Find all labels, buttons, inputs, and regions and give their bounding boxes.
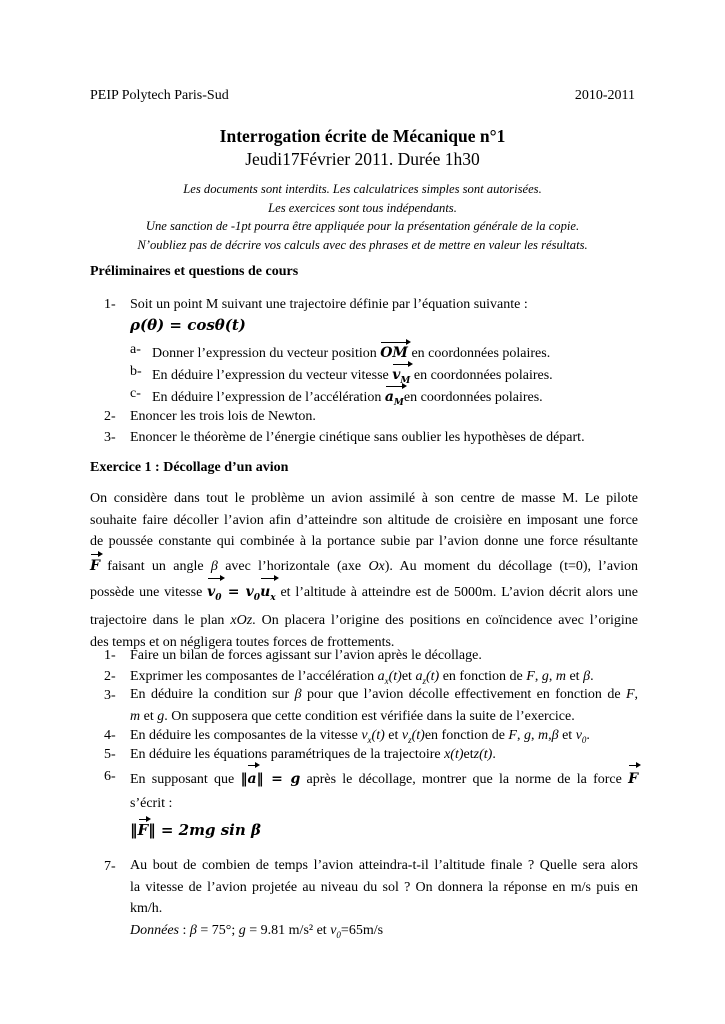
vector-am: $a_M$: [385, 385, 404, 412]
sub-number: c-: [130, 386, 141, 401]
document-title: Interrogation écrite de Mécanique n°1: [219, 126, 506, 146]
instruction-line: Une sanction de -1pt pourra être appliquée pour la présentation générale de la copie.: [145, 219, 580, 234]
prelim-question-3: [104, 429, 585, 447]
sub-text-end: en coordonnées polaires.: [403, 390, 543, 405]
exercise-question-1: 1- Faire un bilan de forces agissant sur l’avion après le décollage.: [104, 648, 482, 663]
instruction-line: N’oubliez pas de décrire vos calculs avec des phrases et de mettre en valeur les résultats.: [137, 237, 588, 252]
institution: PEIP Polytech Paris-Sud: [90, 88, 229, 103]
sub-text-end: en coordonnées polaires.: [410, 368, 553, 383]
vector-om: OM: [380, 341, 408, 362]
exercise-question-7-number: 7-: [104, 859, 116, 874]
question-number: 3-: [104, 430, 116, 445]
exercise-question-5: 5- En déduire les équations paramétriques de la trajectoire x(t)etz(t).: [104, 747, 496, 762]
intro-line: de poussée constante qui combinée à la portance subie par l’avion donne une force résultante: [90, 534, 638, 550]
instruction-line: Les documents sont interdits. Les calculatrices simples sont autorisées.: [183, 182, 542, 196]
section-heading-prelim: Préliminaires et questions de cours: [90, 264, 299, 279]
question-number: 2-: [104, 409, 116, 424]
sub-number: a-: [130, 342, 141, 357]
instructions: [0, 180, 725, 254]
equation-rho: ρ(θ) = cosθ(t): [130, 316, 246, 334]
instruction-line: Les exercices sont tous indépendants.: [268, 200, 457, 215]
question-number: 1-: [104, 297, 116, 312]
exercise-question-6-number: 6-: [104, 769, 116, 784]
sub-question-b: [130, 363, 553, 386]
sub-text-end: en coordonnées polaires.: [407, 346, 551, 361]
intro-line: F faisant un angle β avec l’horizontale (axe Ox). Au moment du décollage (t=0), l’avion: [90, 553, 638, 578]
sub-text: Donner l’expression du vecteur position: [152, 346, 377, 361]
intro-line: On considère dans tout le problème un avion assimilé à son centre de masse M. Le pilote: [90, 491, 638, 506]
header: [90, 88, 635, 104]
exercise-question-3-number: 3-: [104, 688, 116, 703]
sub-question-c: [130, 385, 543, 408]
sub-question-a: [130, 341, 551, 361]
sub-number: b-: [130, 364, 142, 379]
exercise-question-6: En supposant que ‖a‖ = g après le décollage, montrer que la norme de la force F s’écrit :: [130, 764, 638, 816]
question-text: Soit un point M suivant une trajectoire définie par l’équation suivante :: [130, 297, 528, 312]
intro-line: trajectoire dans le plan xOz. On placera l’origine des positions en coïncidence avec l’origine: [90, 613, 638, 629]
section-heading-exercise1: Exercice 1 : Décollage d’un avion: [90, 460, 289, 475]
question-text: Enoncer le théorème de l’énergie cinétique sans oublier les hypothèses de départ.: [130, 430, 585, 445]
sub-text: En déduire l’expression du vecteur vitesse: [152, 368, 389, 383]
exercise-question-2: 2- Exprimer les composantes de l’accélération $a_x(t)et$ $a_z(t)$ en fonction de F, g, m et β.: [104, 669, 594, 686]
exercise-question-4: 4- En déduire les composantes de la vitesse $v_x(t)$ et $v_z(t)en$ fonction de F, g, m,β et $v_0$.: [104, 728, 590, 745]
question-text: Enoncer les trois lois de Newton.: [130, 409, 316, 424]
exercise-question-7: Au bout de combien de temps l’avion atteindra-t-il l’altitude finale ? Quelle sera alors la vitesse de l’avion projetée au niveau du sol ? On donnera la réponse en m/s puis en km/h. Données : β = 75°; g = 9.81 m/s² et $v_0=65m/s$: [130, 855, 638, 946]
exercise1-intro: [90, 488, 638, 653]
intro-line: possède une vitesse $v_0 = v_0u_x$ et l’altitude à atteindre est de 5000m. L’avion décrit alors une: [90, 577, 638, 610]
prelim-question-1: [104, 296, 528, 314]
norm-a-equation: ‖a‖ = g: [240, 771, 300, 787]
document-subtitle: Jeudi17Février 2011. Durée 1h30: [245, 149, 480, 169]
intro-line: des temps et on négligera toutes forces de frottements.: [90, 634, 395, 650]
vector-vm: $v_M$: [392, 363, 410, 390]
vector-f: F: [628, 764, 638, 791]
academic-year: 2010-2011: [574, 88, 635, 103]
vector-f: F: [90, 553, 100, 578]
velocity-equation: $v_0 = v_0u_x$: [207, 584, 276, 600]
sub-text: En déduire l’expression de l’accélération: [152, 390, 382, 405]
prelim-question-2: [104, 408, 316, 426]
exercise-question-3: En déduire la condition sur β pour que l’avion décolle effectivement en fonction de F, m et g. On supposera que cette condition est vérifiée dans la suite de l’exercice.: [130, 687, 638, 724]
equation-norm-f: ‖F‖ = 2mg sin β: [130, 818, 261, 839]
given-data: Données : β = 75°; g = 9.81 m/s² et $v_0=65m/s$: [130, 922, 384, 940]
intro-line: souhaite faire décoller l’avion afin d’atteindre son altitude de croisière en imposant une force: [90, 512, 638, 528]
